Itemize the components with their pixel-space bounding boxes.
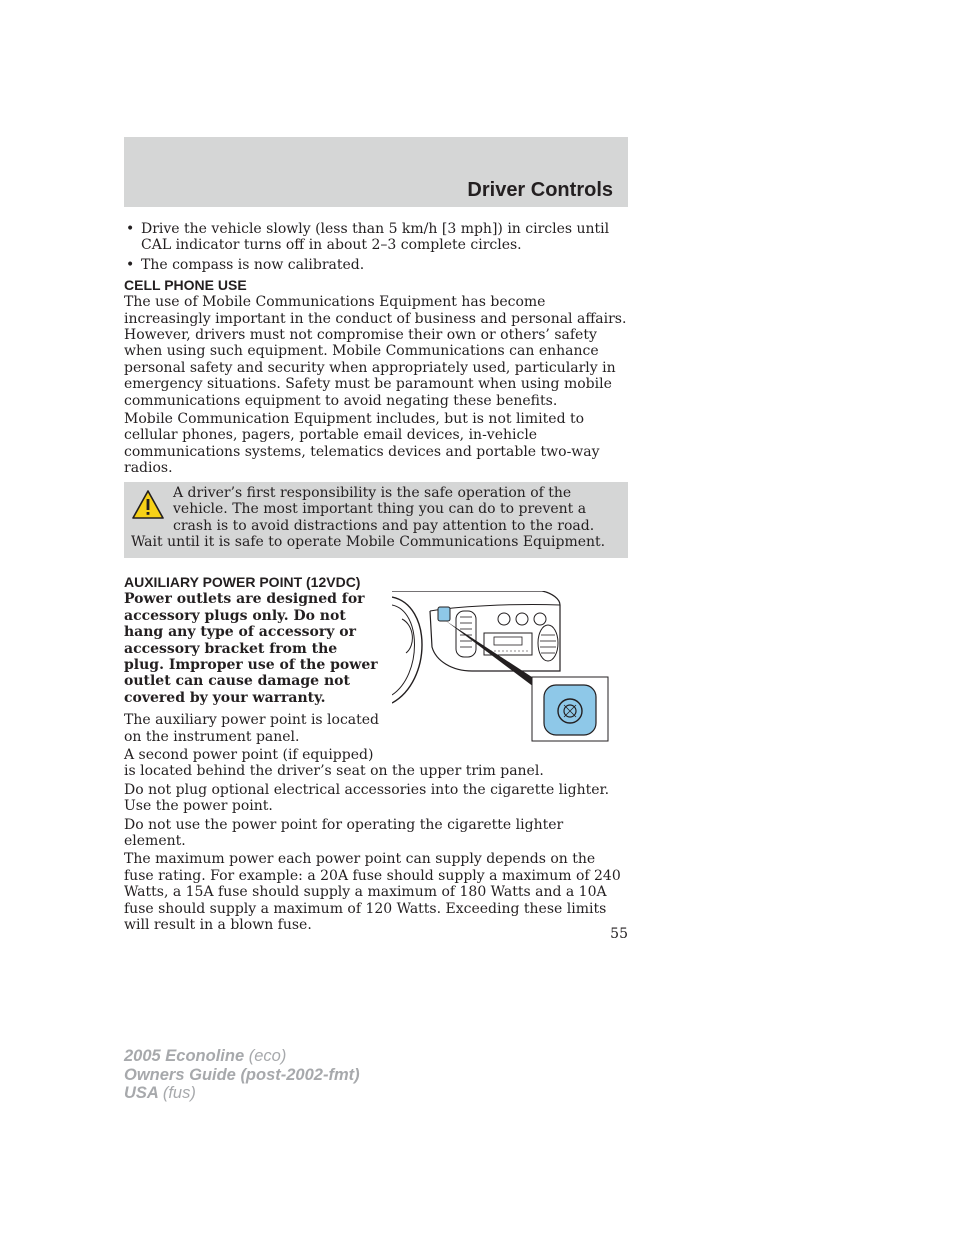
cell-phone-paragraph-2: Mobile Communication Equipment includes, but is not limited to cellular phones, pagers, portable email devices, in-vehicle communications systems, telematics devices and portable two-way radios. [124, 411, 600, 477]
list-item: • The compass is now calibrated. [124, 257, 628, 273]
warning-triangle-icon [131, 489, 165, 521]
aux-power-heading: AUXILIARY POWER POINT (12VDC) [124, 574, 361, 591]
footer-model: 2005 Econoline [124, 1047, 245, 1065]
page-number: 55 [610, 926, 628, 942]
page-content [124, 221, 628, 935]
aux-power-paragraph-2b: is located behind the driver’s seat on the upper trim panel. [124, 763, 544, 780]
aux-power-paragraph-5: The maximum power each power point can supply depends on the fuse rating. For example: a 20A fuse should supply a maximum of 240 Watts, a 15A fuse should supply a maximum of 180 Watts and a 10A fuse should supply a maximum of 120 Watts. Exceeding these limits will result in a blown fuse. [124, 851, 621, 934]
footer-guide: Owners Guide (post-2002-fmt) [124, 1065, 360, 1084]
aux-power-warning: Power outlets are designed for accessory plugs only. Do not hang any type of accessory or accessory bracket from the plug. Improper use of the power outlet can cause damage not covered by your warranty. [124, 591, 378, 706]
warning-box [124, 482, 628, 559]
cell-phone-paragraph-1: The use of Mobile Communications Equipment has become increasingly important in the conduct of business and personal affairs. However, drivers must not compromise their own or others’ safety when using such equipment. Mobile Communications can enhance personal safety and security when appropriately used, particularly in emergency situations. Safety must be paramount when using mobile communications equipment to avoid negating these benefits. [124, 294, 627, 409]
warning-text: A driver’s first responsibility is the safe operation of the vehicle. The most important thing you can do to prevent a crash is to avoid distractions and pay attention to the road. Wait until it is safe to operate Mobile Communications Equipment. [131, 484, 606, 550]
aux-power-paragraph-1: The auxiliary power point is located on the instrument panel. [124, 712, 380, 745]
aux-power-paragraph-3: Do not plug optional electrical accessories into the cigarette lighter. Use the power point. [124, 781, 610, 815]
list-item: • Drive the vehicle slowly (less than 5 km/h [3 mph]) in circles until CAL indicator turns off in about 2–3 complete circles. [124, 221, 628, 254]
document-footer [124, 1047, 360, 1103]
footer-model-code: (eco) [248, 1047, 287, 1065]
aux-power-paragraph-4: Do not use the power point for operating the cigarette lighter element. [124, 816, 564, 849]
cell-phone-heading: CELL PHONE USE [124, 277, 247, 294]
section-header-band [124, 137, 628, 207]
compass-bullet-list [124, 221, 628, 273]
footer-market: USA [124, 1084, 159, 1102]
aux-power-paragraph-2a: A second power point (if equipped) [124, 746, 374, 763]
footer-market-code: (fus) [162, 1084, 196, 1102]
section-title: Driver Controls [467, 179, 613, 201]
aux-power-section [124, 591, 628, 763]
instrument-panel-illustration [392, 591, 610, 743]
